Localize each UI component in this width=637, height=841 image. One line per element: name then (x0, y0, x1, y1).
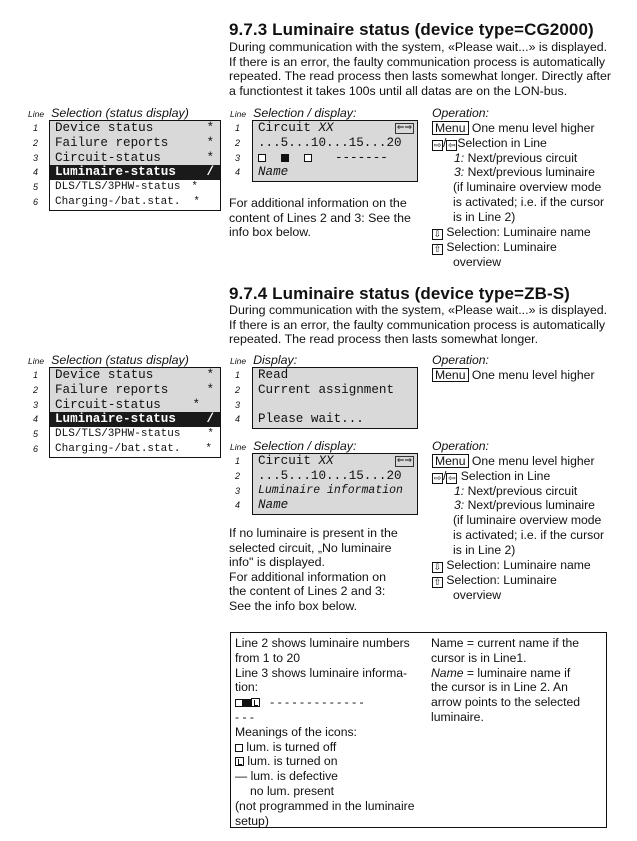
status-menu-display (49, 367, 221, 458)
left-right-arrow-icon: ⇐⇒ (396, 123, 412, 133)
menu-header: Line Selection (status display) (28, 353, 189, 367)
menu-line-numbers: 1 2 3 4 5 6 (33, 370, 39, 454)
display-header: Line Selection / display: (230, 439, 357, 453)
menu-item-failure-reports[interactable]: Failure reports * (55, 382, 214, 397)
menu-item-dls-status[interactable]: DLS/TLS/3PHW-status * (50, 180, 220, 195)
arrow-up-key-icon[interactable]: ⇧ (433, 244, 442, 255)
display-line-numbers: 1 2 3 4 (235, 123, 241, 178)
display-header: Line Display: (230, 353, 298, 367)
lum-off-icon (235, 699, 243, 707)
note-9-7-4: If no luminaire is present in the selected circuit, „No luminaire info" is displayed. For additional information on the content of Lines 2 and 3: See the info box below. (229, 526, 398, 613)
operation-9-7-4: Operation: Menu One menu level higher ⇨ / ⇦ Selection in Line 1: Next/previous circuit 3: Next/previous luminaire (if luminaire overview mode is activated; i.e. if the cursor is in Line 2) ⇩ Selection: Luminaire name ⇧ Selection: Luminaire overview (432, 439, 605, 602)
lum-on-icon (243, 699, 251, 707)
lum-off-icon (304, 154, 312, 162)
info-box-right: Name = current name if the cursor is in Line1. Name = luminaire name if the cursor is in Line 2. An arrow points to the selected luminaire. (431, 636, 581, 724)
menu-item-charging-status[interactable]: Charging-/bat.stat. * (50, 195, 220, 210)
menu-key[interactable]: Menu (432, 121, 469, 135)
display-line-numbers: 1 2 3 4 (235, 456, 241, 511)
luminaire-display-cg2000 (252, 120, 418, 182)
operation-9-7-3: Operation: Menu One menu level higher ⇨ / ⇦ Selection in Line 1: Next/previous circuit 3: Next/previous luminaire (if luminaire overview mode is activated; i.e. if the cursor is in Line 2) ⇩ Selection: Luminaire name ⇧ Selection: Luminaire overview (432, 106, 605, 269)
menu-item-luminaire-status[interactable]: Luminaire-status / (50, 165, 220, 180)
display-line-circuit: Circuit XX ⇐⇒ (258, 121, 412, 135)
intro-9-7-4: During communication with the system, «Please wait...» is displayed. If there is an error, the faulty communication process is automatically repeated. The read process then lasts somewhat longer. (229, 303, 608, 347)
menu-item-dls-status[interactable]: DLS/TLS/3PHW-status * (50, 427, 220, 442)
display-line-icons: ------- (253, 151, 417, 166)
arrow-down-key-icon[interactable]: ⇩ (433, 562, 442, 573)
arrow-right-key-icon[interactable]: ⇨ (433, 473, 442, 484)
menu-item-luminaire-status[interactable]: Luminaire-status / (50, 412, 220, 427)
menu-item-circuit-status[interactable]: Circuit-status * (55, 150, 214, 165)
display-line-numbers-scale: ...5...10...15...20 (258, 135, 402, 150)
menu-key[interactable]: Menu (432, 368, 469, 382)
arrow-left-key-icon[interactable]: ⇦ (448, 140, 456, 151)
display-line-numbers: 1 2 3 4 (235, 370, 241, 425)
operation-9-7-4-read: Operation: Menu One menu level higher (432, 353, 595, 382)
status-menu-display (49, 120, 221, 211)
menu-item-device-status[interactable]: Device status * (55, 121, 214, 135)
arrow-up-key-icon[interactable]: ⇧ (433, 577, 442, 588)
left-right-arrow-icon: ⇐⇒ (396, 456, 412, 466)
lum-off-icon (235, 744, 243, 752)
menu-item-circuit-status[interactable]: Circuit-status * (55, 397, 200, 412)
lum-off-icon (258, 154, 266, 162)
intro-9-7-3: During communication with the system, «Please wait...» is displayed. If there is an error, the faulty communication process is automatically repeated. The read process then lasts somewhat longer. Directly after a functiontest it takes 100s until all datas are on the LON-bus. (229, 40, 612, 98)
menu-header: Line Selection (status display) (28, 106, 189, 120)
menu-item-charging-status[interactable]: Charging-/bat.stat. * (50, 442, 220, 457)
menu-item-device-status[interactable]: Device status * (55, 368, 214, 382)
section-title-9-7-3: 9.7.3 Luminaire status (device type=CG2000) (229, 20, 594, 39)
menu-line-numbers: 1 2 3 4 5 6 (33, 123, 39, 207)
arrow-left-key-icon[interactable]: ⇦ (448, 473, 456, 484)
info-box (230, 632, 607, 828)
section-title-9-7-4: 9.7.4 Luminaire status (device type=ZB-S) (229, 284, 570, 303)
lum-on-icon (281, 154, 289, 162)
display-header: Line Selection / display: (230, 106, 357, 120)
luminaire-display-zbs: Circuit XX ⇐⇒ ...5...10...15...20 Luminaire information Name (252, 453, 418, 515)
menu-key[interactable]: Menu (432, 454, 469, 468)
note-9-7-3: For additional information on the content of Lines 2 and 3: See the info box below. (229, 196, 411, 240)
info-box-left: Line 2 shows luminaire numbers from 1 to 20 Line 3 shows luminaire informa- tion: - - - - - - - - - - - - - - - - Meanings of the icons: lum. is turned off lum. is turned on — lum. is defective no lum. present (not programmed in the luminaire setup) (235, 636, 415, 828)
lum-lit-icon (251, 698, 260, 707)
read-display-zbs: Read Current assignment Please wait... (252, 367, 418, 429)
display-line-name: Name (258, 165, 289, 180)
lum-lit-icon (235, 757, 244, 766)
menu-item-failure-reports[interactable]: Failure reports * (55, 135, 214, 150)
arrow-down-key-icon[interactable]: ⇩ (433, 229, 442, 240)
arrow-right-key-icon[interactable]: ⇨ (433, 140, 442, 151)
